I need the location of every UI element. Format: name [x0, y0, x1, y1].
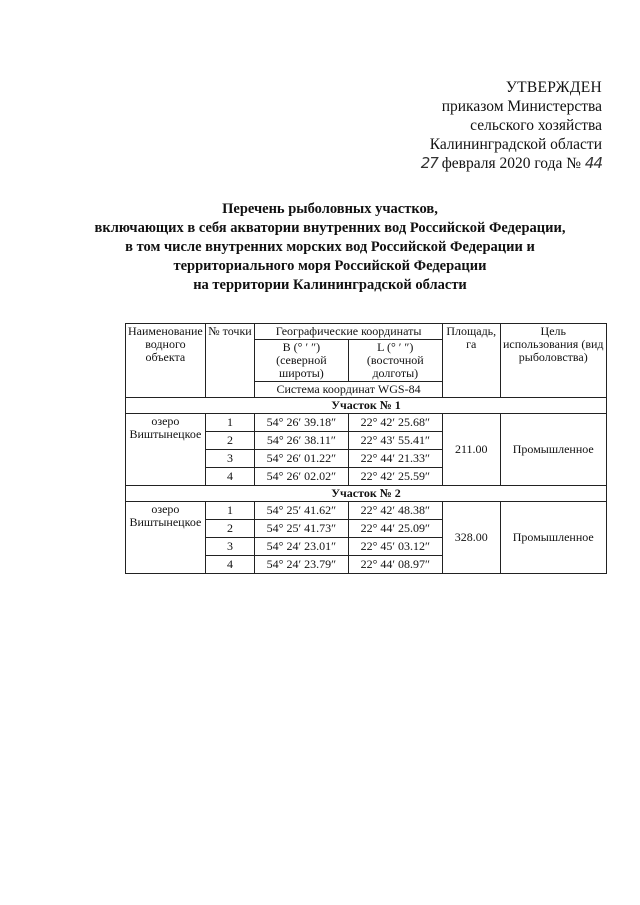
point-number: 2: [205, 520, 254, 538]
longitude-cell: 22° 43′ 55.41″: [348, 432, 442, 450]
heading-line-2: включающих в себя акватории внутренних вод Российской Федерации,: [94, 220, 566, 236]
area-cell: 211.00: [442, 414, 500, 486]
handwritten-day: 27: [420, 154, 438, 172]
heading-line-4: территориального моря Российской Федерации: [173, 258, 487, 274]
point-number: 1: [205, 414, 254, 432]
header-purpose: Цель использования (вид рыболовства): [500, 324, 606, 398]
header-l-coord: L (° ′ ″) (восточной долготы): [348, 340, 442, 382]
header-system: Система координат WGS-84: [255, 382, 443, 398]
longitude-cell: 22° 42′ 48.38″: [348, 502, 442, 520]
fishing-sites-table: [125, 323, 607, 574]
point-number: 3: [205, 450, 254, 468]
header-name: Наименование водного объекта: [126, 324, 206, 398]
point-number: 2: [205, 432, 254, 450]
purpose-cell: Промышленное: [500, 414, 606, 486]
handwritten-order-number: 44: [584, 154, 602, 172]
longitude-cell: 22° 44′ 08.97″: [348, 556, 442, 574]
point-number: 1: [205, 502, 254, 520]
header-coords: Географические координаты: [255, 324, 443, 340]
latitude-cell: 54° 26′ 02.02″: [255, 468, 348, 486]
purpose-cell: Промышленное: [500, 502, 606, 574]
point-number: 4: [205, 468, 254, 486]
longitude-cell: 22° 44′ 21.33″: [348, 450, 442, 468]
header-area: Площадь, га: [442, 324, 500, 398]
water-body-name: озеро Виштынецкое: [126, 414, 206, 486]
approval-title: УТВЕРЖДЕН: [505, 79, 602, 96]
table-row: [126, 502, 607, 520]
header-row: [126, 324, 607, 340]
latitude-cell: 54° 24′ 23.79″: [255, 556, 348, 574]
latitude-cell: 54° 24′ 23.01″: [255, 538, 348, 556]
point-number: 3: [205, 538, 254, 556]
table-body: [126, 324, 607, 574]
approval-date-text: февраля 2020 года №: [441, 155, 582, 172]
approval-stamp: [342, 78, 602, 173]
latitude-cell: 54° 26′ 39.18″: [255, 414, 348, 432]
water-body-name: озеро Виштынецкое: [126, 502, 206, 574]
longitude-cell: 22° 45′ 03.12″: [348, 538, 442, 556]
document-heading: [40, 200, 620, 295]
heading-line-3: в том числе внутренних морских вод Российской Федерации и: [125, 239, 535, 255]
table-row: [126, 414, 607, 432]
approval-line-1: приказом Министерства: [441, 98, 602, 115]
heading-line-5: на территории Калининградской области: [193, 277, 467, 293]
latitude-cell: 54° 26′ 01.22″: [255, 450, 348, 468]
approval-line-3: Калининградской области: [429, 136, 602, 153]
approval-date-line: [342, 154, 602, 173]
section-title: Участок № 1: [126, 398, 607, 414]
header-b-coord: B (° ′ ″) (северной широты): [255, 340, 348, 382]
latitude-cell: 54° 26′ 38.11″: [255, 432, 348, 450]
section-row: [126, 398, 607, 414]
approval-line-2: сельского хозяйства: [470, 117, 602, 134]
longitude-cell: 22° 42′ 25.59″: [348, 468, 442, 486]
longitude-cell: 22° 44′ 25.09″: [348, 520, 442, 538]
latitude-cell: 54° 25′ 41.73″: [255, 520, 348, 538]
heading-line-1: Перечень рыболовных участков,: [222, 201, 438, 217]
longitude-cell: 22° 42′ 25.68″: [348, 414, 442, 432]
area-cell: 328.00: [442, 502, 500, 574]
section-title: Участок № 2: [126, 486, 607, 502]
header-point: № точки: [205, 324, 254, 398]
section-row: [126, 486, 607, 502]
latitude-cell: 54° 25′ 41.62″: [255, 502, 348, 520]
point-number: 4: [205, 556, 254, 574]
